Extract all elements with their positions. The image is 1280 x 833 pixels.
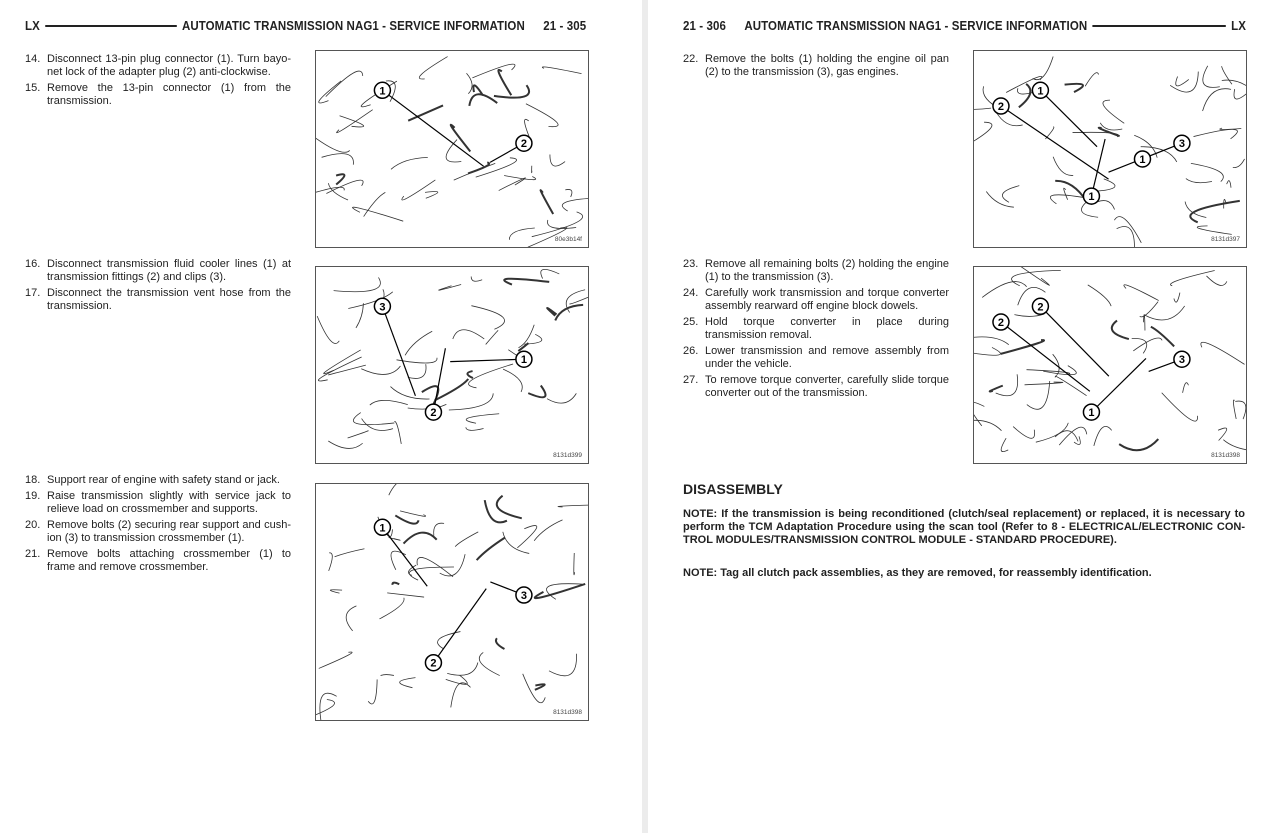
drawing-stroke [532, 212, 583, 237]
header-rule [1093, 25, 1226, 27]
drawing-stroke [466, 414, 499, 424]
step-item [683, 345, 949, 371]
drawing-stroke [370, 400, 408, 405]
callout-number: 3 [520, 590, 527, 603]
drawing-stroke [356, 303, 363, 328]
drawing-stroke [974, 402, 984, 426]
step-group [25, 474, 291, 577]
drawing-stroke [336, 174, 344, 184]
figure [315, 483, 589, 721]
figure-id: 8131d397 [1211, 236, 1240, 243]
drawing-stroke [387, 593, 424, 597]
book-code: LX [1231, 19, 1247, 33]
step-item [25, 53, 291, 79]
callout-number: 1 [1139, 153, 1146, 166]
drawing-stroke [1025, 382, 1063, 385]
drawing-stroke [1235, 401, 1246, 419]
drawing-stroke [974, 122, 992, 143]
drawing-stroke [1183, 383, 1189, 393]
drawing-stroke [1186, 179, 1212, 183]
callout-number: 1 [1037, 85, 1044, 98]
callout-leader [433, 348, 445, 412]
drawing-stroke [472, 64, 515, 78]
step-text: Remove bolts (2) securing rear support and cush-ion (3) to transmission crossmember (1). [47, 519, 291, 544]
drawing-stroke [1222, 66, 1232, 84]
drawing-stroke [404, 533, 437, 544]
drawing-stroke [1055, 376, 1087, 396]
drawing-stroke [1117, 226, 1135, 248]
step-number: 19. [25, 490, 41, 502]
drawing-stroke [328, 441, 362, 448]
drawing-stroke [499, 178, 526, 191]
callout-number: 3 [379, 301, 386, 314]
drawing-stroke [1233, 400, 1236, 419]
step-text: Raise transmission slightly with service jack to relieve load on crossmember and supports. [47, 490, 291, 515]
drawing-stroke [409, 567, 454, 580]
drawing-stroke [1088, 285, 1111, 306]
right-page [650, 0, 1280, 833]
drawing-stroke [569, 291, 588, 304]
callout-number: 2 [430, 657, 437, 670]
drawing-stroke [449, 393, 493, 410]
drawing-stroke [565, 189, 572, 197]
callout-leader [433, 589, 486, 663]
drawing-stroke [528, 386, 545, 398]
step-item [683, 258, 949, 284]
drawing-stroke [1174, 293, 1180, 303]
drawing-stroke [996, 374, 1018, 395]
drawing-stroke [558, 505, 588, 507]
drawing-stroke [419, 57, 447, 79]
step-number: 22. [683, 53, 699, 65]
drawing-stroke [547, 393, 576, 403]
step-item [25, 474, 291, 487]
drawing-stroke [317, 316, 339, 343]
note: NOTE: If the transmission is being reconditioned (clutch/seal replacement) or replaced, it is necessary to perform the TCM Adaptation Procedure using the scan tool (Refer to 8 - ELECTRICAL/ELECTRONIC CON-TROL MODULES/TRANSMISSION CONTROL MODULE - STANDARD PROCEDURE). [683, 508, 1245, 546]
drawing-stroke [1191, 163, 1223, 181]
step-number: 27. [683, 374, 699, 386]
drawing-stroke [467, 371, 473, 378]
step-text: Remove the bolts (1) holding the engine oil pan (2) to the transmission (3), gas engines. [705, 53, 949, 78]
drawing-stroke [1033, 57, 1054, 80]
drawing-stroke [494, 85, 529, 97]
drawing-stroke [1190, 201, 1240, 222]
step-number: 24. [683, 287, 699, 299]
page-divider [642, 0, 648, 833]
drawing-stroke [504, 176, 536, 180]
drawing-stroke [1162, 393, 1198, 421]
figure-id: 80e3b14f [554, 236, 582, 243]
drawing-stroke [1222, 80, 1246, 91]
drawing-stroke [353, 207, 404, 221]
drawing-stroke [541, 190, 554, 214]
drawing-stroke [1143, 315, 1145, 331]
drawing-stroke [394, 421, 401, 444]
step-number: 18. [25, 474, 41, 486]
drawing-stroke [1099, 128, 1120, 137]
drawing-stroke [340, 116, 364, 127]
drawing-stroke [435, 379, 469, 400]
drawing-stroke [517, 526, 536, 548]
drawing-stroke [1145, 306, 1185, 320]
drawing-stroke [446, 140, 461, 162]
drawing-stroke [334, 277, 381, 291]
step-item [683, 374, 949, 400]
drawing-stroke [1064, 188, 1068, 200]
drawing-stroke [391, 551, 406, 570]
drawing-stroke [509, 228, 534, 240]
step-text: Disconnect transmission fluid cooler lines (1) at transmission fittings (2) and clips (3). [47, 258, 291, 283]
drawing-stroke [974, 337, 1009, 345]
header-rule [45, 25, 176, 27]
drawing-stroke [562, 198, 588, 211]
drawing-stroke [1018, 267, 1049, 285]
callout-leader [382, 90, 483, 166]
drawing-stroke [466, 73, 472, 93]
drawing-stroke [555, 305, 583, 321]
drawing-stroke [1227, 181, 1231, 188]
figure [315, 266, 589, 464]
drawing-stroke [1124, 285, 1159, 301]
drawing-stroke [1234, 89, 1246, 99]
drawing-stroke [1218, 428, 1227, 441]
drawing-stroke [498, 70, 511, 95]
step-number: 20. [25, 519, 41, 531]
callout-leader [1091, 139, 1105, 196]
drawing-stroke [1001, 340, 1044, 354]
line-art-illustration [316, 51, 588, 248]
drawing-stroke [1055, 431, 1078, 442]
callout-number: 3 [1178, 354, 1185, 367]
drawing-stroke [534, 520, 562, 541]
disassembly-heading: DISASSEMBLY [683, 481, 783, 497]
step-number: 26. [683, 345, 699, 357]
drawing-stroke [468, 162, 489, 173]
drawing-stroke [535, 684, 545, 689]
callout-leader [382, 527, 427, 586]
step-group [683, 258, 949, 403]
step-item [25, 82, 291, 108]
callout-number: 2 [997, 317, 1005, 330]
drawing-stroke [974, 420, 1001, 430]
drawing-stroke [447, 663, 478, 676]
drawing-stroke [1151, 327, 1174, 347]
page-number: 21 - 306 [683, 19, 726, 33]
drawing-stroke [346, 606, 356, 631]
figure-id: 8131d398 [553, 709, 582, 716]
drawing-stroke [319, 652, 352, 668]
drawing-stroke [1170, 270, 1214, 285]
drawing-stroke [479, 652, 499, 675]
drawing-stroke [1019, 84, 1031, 107]
step-number: 23. [683, 258, 699, 270]
step-text: Disconnect 13-pin plug connector (1). Turn bayo-net lock of the adapter plug (2) anti-clockwise. [47, 53, 291, 78]
drawing-stroke [316, 131, 350, 152]
drawing-stroke [318, 357, 361, 381]
drawing-stroke [1133, 338, 1162, 351]
section-title: AUTOMATIC TRANSMISSION NAG1 - SERVICE INFORMATION [744, 19, 1088, 33]
drawing-stroke [542, 67, 581, 74]
step-item [683, 316, 949, 342]
callout-number: 1 [520, 354, 527, 367]
drawing-stroke [361, 366, 400, 374]
drawing-stroke [328, 183, 348, 200]
drawing-stroke [391, 158, 428, 170]
step-text: Remove all remaining bolts (2) holding the engine (1) to the transmission (3). [705, 258, 949, 283]
drawing-stroke [547, 308, 556, 316]
drawing-stroke [434, 523, 444, 535]
step-number: 21. [25, 548, 41, 560]
drawing-stroke [1001, 438, 1008, 451]
drawing-stroke [503, 369, 522, 392]
drawing-stroke [439, 284, 461, 290]
step-item [25, 548, 291, 574]
drawing-stroke [400, 511, 426, 516]
figure [315, 50, 589, 248]
drawing-stroke [466, 427, 484, 430]
drawing-stroke [368, 679, 377, 704]
drawing-stroke [1203, 89, 1231, 111]
drawing-stroke [1170, 72, 1198, 93]
drawing-stroke [329, 553, 333, 571]
drawing-stroke [425, 191, 438, 198]
drawing-stroke [1074, 436, 1080, 444]
drawing-stroke [486, 331, 498, 345]
step-item [683, 53, 949, 79]
drawing-stroke [541, 269, 559, 278]
drawing-stroke [1197, 226, 1232, 235]
figure-id: 8131d399 [553, 452, 582, 459]
line-art-illustration [974, 267, 1246, 464]
drawing-stroke [1185, 202, 1206, 218]
callout-leader [450, 359, 524, 361]
step-group [25, 53, 291, 111]
step-group [25, 258, 291, 316]
drawing-stroke [1103, 100, 1124, 123]
drawing-stroke [405, 331, 432, 355]
step-item [25, 258, 291, 284]
drawing-stroke [1233, 159, 1245, 168]
figure [973, 50, 1247, 248]
drawing-stroke [324, 350, 361, 374]
drawing-stroke [326, 71, 363, 97]
figure-id: 8131d398 [1211, 452, 1240, 459]
drawing-stroke [1012, 270, 1061, 285]
drawing-stroke [497, 496, 522, 519]
note: NOTE: Tag all clutch pack assemblies, as they are removed, for reassembly identification. [683, 567, 1152, 579]
drawing-stroke [320, 693, 337, 720]
section-title: AUTOMATIC TRANSMISSION NAG1 - SERVICE INFORMATION [181, 19, 525, 33]
callout-number: 2 [1037, 301, 1044, 314]
line-art-illustration [974, 51, 1246, 248]
step-text: Hold torque converter in place during transmission removal. [705, 316, 949, 341]
drawing-stroke [326, 180, 363, 193]
drawing-stroke [1119, 439, 1158, 450]
drawing-stroke [395, 515, 418, 523]
drawing-stroke [1085, 73, 1098, 87]
drawing-stroke [1194, 129, 1238, 138]
step-text: Support rear of engine with safety stand or jack. [47, 474, 280, 486]
drawing-stroke [408, 364, 426, 378]
drawing-stroke [982, 282, 1026, 298]
page-number: 21 - 305 [543, 19, 587, 33]
drawing-stroke [389, 484, 414, 495]
step-item [25, 519, 291, 545]
drawing-stroke [455, 532, 478, 547]
callout-number: 3 [1178, 138, 1185, 151]
drawing-stroke [353, 413, 394, 425]
drawing-stroke [1065, 84, 1083, 92]
step-item [25, 490, 291, 516]
line-art-illustration [316, 484, 588, 721]
drawing-stroke [1013, 427, 1034, 439]
callout-number: 2 [520, 138, 527, 151]
drawing-stroke [566, 290, 585, 313]
drawing-stroke [986, 191, 1014, 207]
drawing-stroke [1132, 338, 1147, 353]
step-number: 17. [25, 287, 41, 299]
drawing-stroke [1073, 132, 1119, 137]
drawing-stroke [1223, 440, 1246, 451]
callout-number: 1 [379, 85, 386, 98]
drawing-stroke [1036, 423, 1068, 442]
drawing-stroke [364, 192, 386, 216]
drawing-stroke [316, 700, 335, 721]
drawing-stroke [1027, 381, 1050, 409]
drawing-stroke [451, 125, 471, 152]
drawing-stroke [535, 584, 585, 598]
drawing-stroke [471, 306, 504, 330]
drawing-stroke [335, 549, 365, 557]
drawing-stroke [390, 387, 429, 399]
drawing-stroke [477, 537, 505, 560]
drawing-stroke [379, 598, 404, 619]
drawing-stroke [1203, 66, 1220, 88]
page-header [683, 19, 1246, 33]
drawing-stroke [392, 583, 399, 585]
drawing-stroke [549, 654, 577, 676]
step-text: Lower transmission and remove assembly from under the vehicle. [705, 345, 949, 370]
drawing-stroke [451, 683, 471, 708]
drawing-stroke [381, 675, 394, 676]
step-item [683, 287, 949, 313]
callout-leader [1001, 322, 1090, 391]
book-code: LX [25, 19, 40, 33]
drawing-stroke [330, 590, 342, 593]
step-text: Carefully work transmission and torque converter assembly rearward off engine block dowels. [705, 287, 949, 312]
drawing-stroke [1176, 76, 1189, 85]
drawing-stroke [1114, 217, 1141, 243]
drawing-stroke [469, 94, 497, 106]
drawing-stroke [402, 180, 436, 200]
drawing-stroke [526, 104, 558, 127]
drawing-stroke [1053, 157, 1073, 176]
drawing-stroke [469, 364, 514, 388]
step-text: Remove the 13-pin connector (1) from the transmission. [47, 82, 291, 107]
step-text: To remove torque converter, carefully slide torque converter out of the transmission. [705, 374, 949, 399]
callout-leader [382, 306, 415, 395]
drawing-stroke [574, 553, 575, 575]
drawing-stroke [504, 279, 549, 285]
step-number: 16. [25, 258, 41, 270]
drawing-stroke [322, 154, 354, 165]
step-item [25, 287, 291, 313]
drawing-stroke [974, 108, 991, 109]
callout-number: 1 [1088, 191, 1095, 204]
page-header [25, 19, 586, 33]
drawing-stroke [453, 330, 484, 339]
drawing-stroke [1112, 321, 1129, 339]
drawing-stroke [1043, 366, 1076, 375]
step-number: 25. [683, 316, 699, 328]
drawing-stroke [1100, 123, 1122, 130]
drawing-stroke [496, 638, 505, 649]
callout-number: 1 [379, 522, 386, 535]
drawing-stroke [1055, 181, 1086, 201]
step-text: Disconnect the transmission vent hose from the transmission. [47, 287, 291, 312]
step-text: Remove bolts attaching crossmember (1) to frame and remove crossmember. [47, 548, 291, 573]
callout-number: 1 [1088, 407, 1095, 420]
step-group [683, 53, 949, 82]
drawing-stroke [1094, 426, 1112, 446]
drawing-stroke [524, 334, 542, 344]
drawing-stroke [348, 431, 369, 438]
drawing-stroke [1201, 342, 1245, 364]
drawing-stroke [523, 674, 546, 703]
drawing-stroke [503, 532, 529, 554]
drawing-stroke [974, 347, 1000, 355]
line-art-illustration [316, 267, 588, 464]
callout-number: 2 [997, 101, 1005, 114]
figure [973, 266, 1247, 464]
drawing-stroke [440, 554, 465, 576]
step-number: 15. [25, 82, 41, 94]
drawing-stroke [550, 154, 565, 166]
drawing-stroke [1002, 186, 1019, 203]
step-number: 14. [25, 53, 41, 65]
callout-leader [1040, 306, 1108, 376]
drawing-stroke [400, 678, 416, 688]
drawing-stroke [471, 276, 482, 281]
drawing-stroke [1140, 302, 1158, 317]
drawing-stroke [990, 386, 1003, 392]
callout-number: 2 [430, 407, 437, 420]
drawing-stroke [1206, 276, 1226, 286]
